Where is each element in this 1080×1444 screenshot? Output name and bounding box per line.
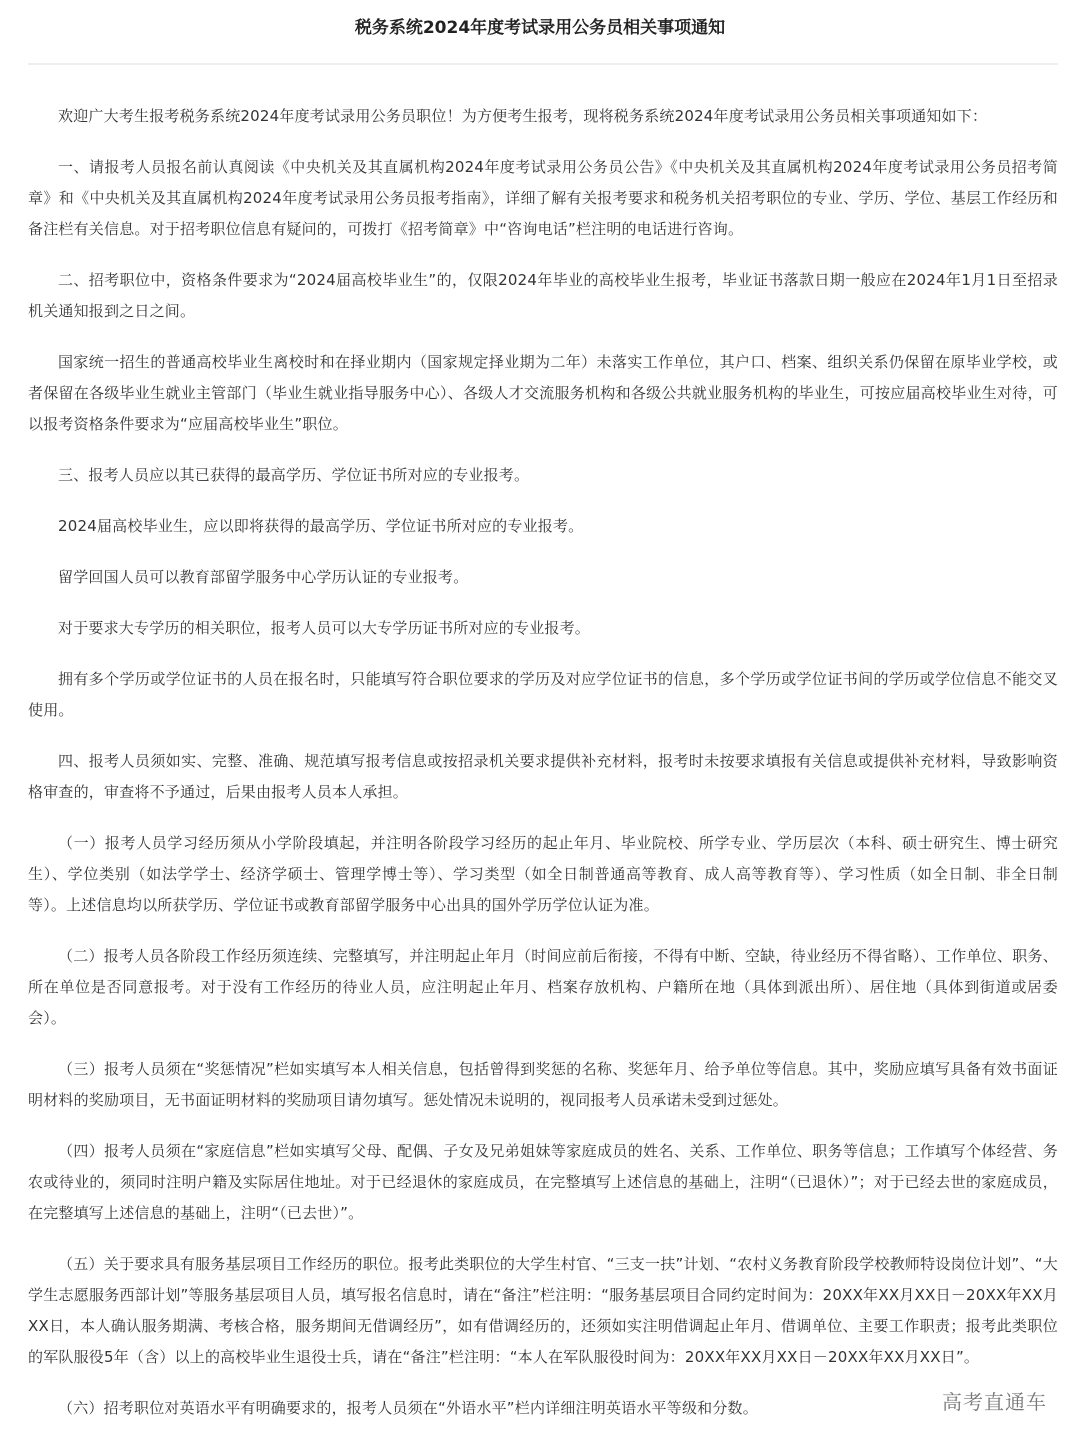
paragraph: （六）招考职位对英语水平有明确要求的，报考人员须在“外语水平”栏内详细注明英语水平等级和分数。 xyxy=(58,1399,758,1417)
paragraph: （二）报考人员各阶段工作经历须连续、完整填写，并注明起止年月（时间应前后衔接，不得有中断、空缺，待业经历不得省略）、工作单位、职务、所在单位是否同意报考。对于没有工作经历的待业人员，应注明起止年月、档案存放机构、户籍所在地（具体到派出所）、居住地（具体到街道或居委会）。 xyxy=(28,947,1058,1027)
article-body xyxy=(28,101,1058,1444)
page-title: 税务系统2024年度考试录用公务员相关事项通知 xyxy=(354,18,726,38)
paragraph: （一）报考人员学习经历须从小学阶段填起，并注明各阶段学习经历的起止年月、毕业院校、所学专业、学历层次（本科、硕士研究生、博士研究生）、学位类别（如法学学士、经济学硕士、管理学博士等）、学习类型（如全日制普通高等教育、成人高等教育等）、学习性质（如全日制、非全日制等）。上述信息均以所获学历、学位证书或教育部留学服务中心出具的国外学历学位认证为准。 xyxy=(28,834,1058,914)
paragraph: 欢迎广大考生报考税务系统2024年度考试录用公务员职位！为方便考生报考，现将税务系统2024年度考试录用公务员相关事项通知如下： xyxy=(58,107,988,125)
paragraph: （四）报考人员须在“家庭信息”栏如实填写父母、配偶、子女及兄弟姐妹等家庭成员的姓名、关系、工作单位、职务等信息；工作填写个体经营、务农或待业的，须同时注明户籍及实际居住地址。对于已经退休的家庭成员，在完整填写上述信息的基础上，注明“（已退休）”；对于已经去世的家庭成员，在完整填写上述信息的基础上，注明“（已去世）”。 xyxy=(28,1142,1058,1222)
paragraph: 留学回国人员可以教育部留学服务中心学历认证的专业报考。 xyxy=(58,568,469,586)
paragraph: 一、请报考人员报名前认真阅读《中央机关及其直属机构2024年度考试录用公务员公告》《中央机关及其直属机构2024年度考试录用公务员招考简章》和《中央机关及其直属机构2024年度考试录用公务员报考指南》，详细了解有关报考要求和税务机关招考职位的专业、学历、学位、基层工作经历和备注栏有关信息。对于招考职位信息有疑问的，可拨打《招考简章》中“咨询电话”栏注明的电话进行咨询。 xyxy=(28,158,1058,238)
watermark: 高考直通车 xyxy=(942,1390,1047,1414)
paragraph: 国家统一招生的普通高校毕业生离校时和在择业期内（国家规定择业期为二年）未落实工作单位，其户口、档案、组织关系仍保留在原毕业学校，或者保留在各级毕业生就业主管部门（毕业生就业指导服务中心）、各级人才交流服务机构和各级公共就业服务机构的毕业生，可按应届高校毕业生对待，可以报考资格条件要求为“应届高校毕业生”职位。 xyxy=(28,353,1058,433)
paragraph: 拥有多个学历或学位证书的人员在报名时，只能填写符合职位要求的学历及对应学位证书的信息，多个学历或学位证书间的学历或学位信息不能交叉使用。 xyxy=(28,670,1058,719)
paragraph: 二、招考职位中，资格条件要求为“2024届高校毕业生”的，仅限2024年毕业的高校毕业生报考，毕业证书落款日期一般应在2024年1月1日至招录机关通知报到之日之间。 xyxy=(28,271,1058,320)
paragraph: 三、报考人员应以其已获得的最高学历、学位证书所对应的专业报考。 xyxy=(58,466,530,484)
paragraph: 四、报考人员须如实、完整、准确、规范填写报考信息或按招录机关要求提供补充材料，报考时未按要求填报有关信息或提供补充材料，导致影响资格审查的，审查将不予通过，后果由报考人员本人承担。 xyxy=(28,752,1058,801)
paragraph: （三）报考人员须在“奖惩情况”栏如实填写本人相关信息，包括曾得到奖惩的名称、奖惩年月、给予单位等信息。其中，奖励应填写具备有效书面证明材料的奖励项目，无书面证明材料的奖励项目请勿填写。惩处情况未说明的，视同报考人员承诺未受到过惩处。 xyxy=(28,1060,1058,1109)
title-divider xyxy=(28,63,1058,65)
paragraph: 2024届高校毕业生，应以即将获得的最高学历、学位证书所对应的专业报考。 xyxy=(58,517,584,535)
paragraph: 对于要求大专学历的相关职位，报考人员可以大专学历证书所对应的专业报考。 xyxy=(58,619,591,637)
paragraph: （五）关于要求具有服务基层项目工作经历的职位。报考此类职位的大学生村官、“三支一扶”计划、“农村义务教育阶段学校教师特设岗位计划”、“大学生志愿服务西部计划”等服务基层项目人员，填写报名信息时，请在“备注”栏注明：“服务基层项目合同约定时间为：20XX年XX月XX日－20XX年XX月XX日，本人确认服务期满、考核合格，服务期间无借调经历”，如有借调经历的，还须如实注明借调起止年月、借调单位、主要工作职责；报考此类职位的军队服役5年（含）以上的高校毕业生退役士兵，请在“备注”栏注明：“本人在军队服役时间为：20XX年XX月XX日－20XX年XX月XX日”。 xyxy=(28,1255,1058,1366)
